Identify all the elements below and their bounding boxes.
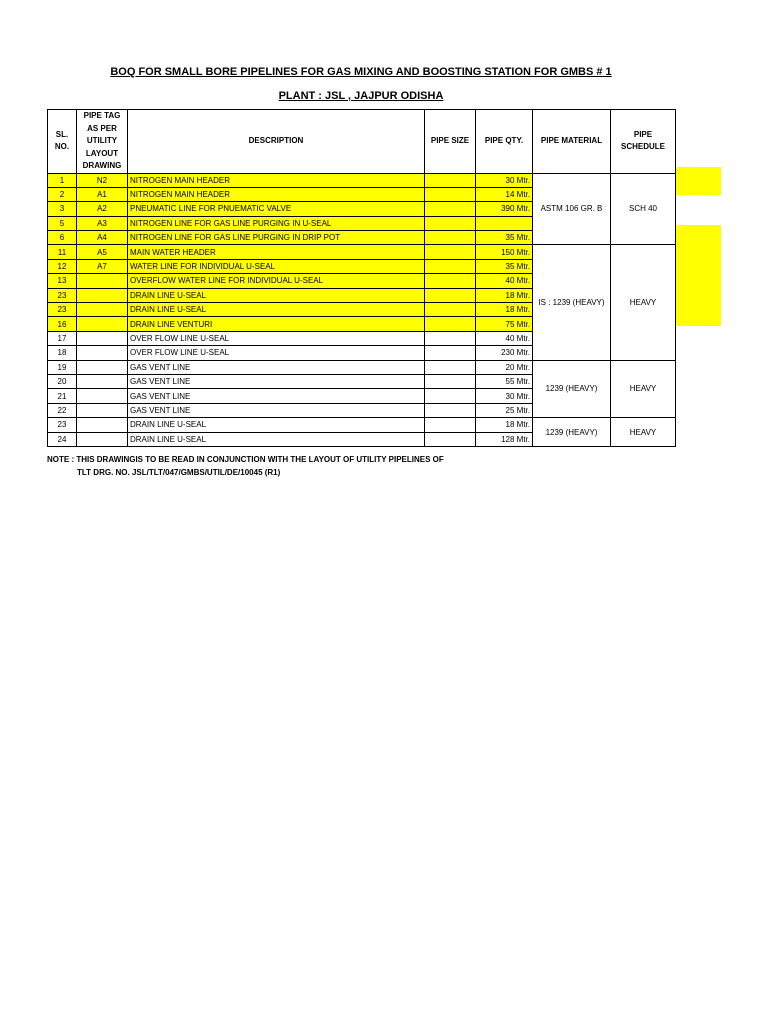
cell-size [425, 202, 476, 216]
cell-sl: 2 [48, 187, 77, 201]
cell-tag [77, 418, 128, 432]
cell-size [425, 274, 476, 288]
cell-sl: 24 [48, 432, 77, 446]
cell-tag: A1 [77, 187, 128, 201]
header-pipe-size: PIPE SIZE [425, 110, 476, 174]
cell-qty: 30 Mtr. [476, 173, 533, 187]
header-pipe-tag: PIPE TAG AS PER UTILITY LAYOUT DRAWING [77, 110, 128, 174]
cell-tag [77, 288, 128, 302]
cell-schedule: HEAVY [611, 360, 676, 418]
cell-size [425, 245, 476, 259]
cell-material: IS : 1239 (HEAVY) [533, 245, 611, 360]
cell-sl: 23 [48, 303, 77, 317]
cell-description: NITROGEN LINE FOR GAS LINE PURGING IN DRIP POT [128, 231, 425, 245]
cell-sl: 19 [48, 360, 77, 374]
plant-title: PLANT : JSL , JAJPUR ODISHA [278, 90, 444, 102]
cell-schedule: SCH 40 [611, 173, 676, 245]
cell-tag [77, 389, 128, 403]
cell-sl: 6 [48, 231, 77, 245]
cell-tag: A5 [77, 245, 128, 259]
cell-sl: 20 [48, 374, 77, 388]
cell-size [425, 187, 476, 201]
cell-qty: 75 Mtr. [476, 317, 533, 331]
cell-size [425, 216, 476, 230]
cell-sl: 13 [48, 274, 77, 288]
cell-qty: 230 Mtr. [476, 346, 533, 360]
table-row [48, 245, 676, 259]
cell-qty: 35 Mtr. [476, 231, 533, 245]
cell-qty: 30 Mtr. [476, 389, 533, 403]
cell-qty: 128 Mtr. [476, 432, 533, 446]
cell-qty: 18 Mtr. [476, 288, 533, 302]
cell-size [425, 360, 476, 374]
cell-tag: A4 [77, 231, 128, 245]
cell-size [425, 374, 476, 388]
cell-description: OVER FLOW LINE U-SEAL [128, 331, 425, 345]
cell-tag: N2 [77, 173, 128, 187]
document-title: BOQ FOR SMALL BORE PIPELINES FOR GAS MIXING AND BOOSTING STATION FOR GMBS # 1 [110, 66, 612, 78]
cell-sl: 12 [48, 259, 77, 273]
cell-tag [77, 331, 128, 345]
cell-tag [77, 432, 128, 446]
cell-tag [77, 403, 128, 417]
cell-material: ASTM 106 GR. B [533, 173, 611, 245]
boq-table [47, 109, 676, 447]
cell-sl: 17 [48, 331, 77, 345]
cell-description: NITROGEN LINE FOR GAS LINE PURGING IN U-SEAL [128, 216, 425, 230]
cell-size [425, 403, 476, 417]
cell-qty: 18 Mtr. [476, 303, 533, 317]
cell-size [425, 303, 476, 317]
header-row [48, 110, 676, 174]
cell-tag [77, 317, 128, 331]
cell-sl: 21 [48, 389, 77, 403]
cell-size [425, 389, 476, 403]
cell-tag [77, 360, 128, 374]
cell-sl: 1 [48, 173, 77, 187]
header-description: DESCRIPTION [128, 110, 425, 174]
cell-description: OVER FLOW LINE U-SEAL [128, 346, 425, 360]
cell-size [425, 317, 476, 331]
cell-description: GAS VENT LINE [128, 389, 425, 403]
cell-sl: 23 [48, 288, 77, 302]
cell-description: MAIN WATER HEADER [128, 245, 425, 259]
cell-description: DRAIN LINE U-SEAL [128, 418, 425, 432]
header-pipe-schedule: PIPE SCHEDULE [611, 110, 676, 174]
cell-description: WATER LINE FOR INDIVIDUAL U-SEAL [128, 259, 425, 273]
cell-description: DRAIN LINE U-SEAL [128, 288, 425, 302]
note-line-1: NOTE : THIS DRAWINGIS TO BE READ IN CONJUNCTION WITH THE LAYOUT OF UTILITY PIPELINES OF [47, 455, 444, 464]
cell-qty: 40 Mtr. [476, 331, 533, 345]
cell-sl: 11 [48, 245, 77, 259]
cell-tag [77, 303, 128, 317]
cell-size [425, 432, 476, 446]
header-sl-no: SL. NO. [48, 110, 77, 174]
cell-qty: 55 Mtr. [476, 374, 533, 388]
cell-sl: 16 [48, 317, 77, 331]
note-line-2: TLT DRG. NO. JSL/TLT/047/GMBS/UTIL/DE/10045 (R1) [77, 468, 281, 477]
table-row [48, 173, 676, 187]
cell-size [425, 346, 476, 360]
cell-description: GAS VENT LINE [128, 360, 425, 374]
cell-sl: 5 [48, 216, 77, 230]
cell-qty: 25 Mtr. [476, 403, 533, 417]
cell-size [425, 173, 476, 187]
cell-size [425, 231, 476, 245]
cell-qty [476, 216, 533, 230]
cell-sl: 3 [48, 202, 77, 216]
cell-description: PNEUMATIC LINE FOR PNUEMATIC VALVE [128, 202, 425, 216]
cell-qty: 20 Mtr. [476, 360, 533, 374]
table-row [48, 360, 676, 374]
highlight-marker-top [676, 167, 721, 195]
cell-description: GAS VENT LINE [128, 374, 425, 388]
cell-material: 1239 (HEAVY) [533, 360, 611, 418]
cell-size [425, 331, 476, 345]
cell-description: NITROGEN MAIN HEADER [128, 187, 425, 201]
cell-tag [77, 346, 128, 360]
cell-sl: 22 [48, 403, 77, 417]
cell-size [425, 288, 476, 302]
cell-qty: 14 Mtr. [476, 187, 533, 201]
cell-qty: 35 Mtr. [476, 259, 533, 273]
cell-material: 1239 (HEAVY) [533, 418, 611, 447]
cell-schedule: HEAVY [611, 245, 676, 360]
header-pipe-qty: PIPE QTY. [476, 110, 533, 174]
cell-description: GAS VENT LINE [128, 403, 425, 417]
cell-tag [77, 274, 128, 288]
header-pipe-material: PIPE MATERIAL [533, 110, 611, 174]
cell-description: DRAIN LINE U-SEAL [128, 303, 425, 317]
cell-size [425, 418, 476, 432]
table-row [48, 418, 676, 432]
cell-description: DRAIN LINE VENTURI [128, 317, 425, 331]
cell-qty: 18 Mtr. [476, 418, 533, 432]
cell-qty: 390 Mtr. [476, 202, 533, 216]
cell-sl: 18 [48, 346, 77, 360]
cell-schedule: HEAVY [611, 418, 676, 447]
cell-description: DRAIN LINE U-SEAL [128, 432, 425, 446]
cell-size [425, 259, 476, 273]
cell-description: OVERFLOW WATER LINE FOR INDIVIDUAL U-SEAL [128, 274, 425, 288]
cell-tag: A2 [77, 202, 128, 216]
cell-tag [77, 374, 128, 388]
cell-qty: 40 Mtr. [476, 274, 533, 288]
cell-sl: 23 [48, 418, 77, 432]
cell-tag: A7 [77, 259, 128, 273]
cell-description: NITROGEN MAIN HEADER [128, 173, 425, 187]
cell-qty: 150 Mtr. [476, 245, 533, 259]
cell-tag: A3 [77, 216, 128, 230]
highlight-marker-bottom [676, 225, 721, 326]
